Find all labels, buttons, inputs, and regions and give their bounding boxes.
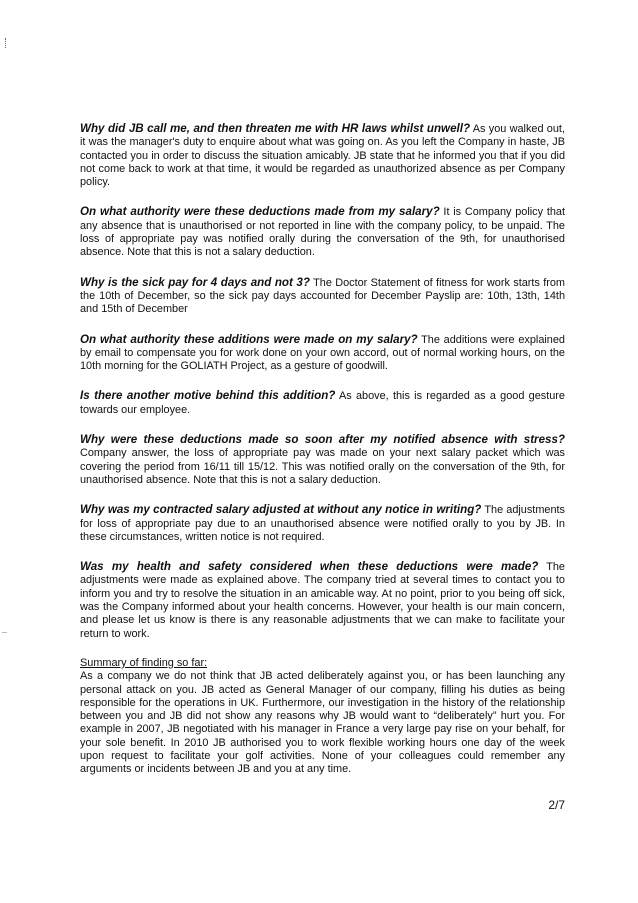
question-heading: Why is the sick pay for 4 days and not 3? (80, 275, 310, 289)
question-heading: Why were these deductions made so soon after my notified absence with stress? (80, 433, 565, 447)
answer-text: As you walked out, it was the manager's duty to enquire about what was going on. As you left the Company in haste, JB contacted you in order to discuss the situation amicably. JB state that he informed you that if you did not come back to work at that time, it would be regarded as unauthorized absence as per Company policy. (80, 123, 565, 189)
paragraph-sick-pay (80, 276, 565, 317)
question-heading: Why was my contracted salary adjusted at without any notice in writing? (80, 503, 482, 517)
answer-text: It is Company policy that any absence that is unauthorised or not reported in line with the company policy, to be unpaid. The loss of appropriate pay was notified orally during the conversation of the 9th, for unauthorised absence. Note that this is not a salary deduction. (80, 206, 565, 259)
page-number: 2/7 (548, 798, 565, 812)
scan-mark (2, 632, 7, 633)
question-heading: Why did JB call me, and then threaten me with HR laws whilst unwell? (80, 122, 471, 135)
paragraph-additions-authority (80, 333, 565, 374)
document-body (80, 122, 565, 793)
paragraph-summary (80, 657, 565, 777)
answer-text: The additions were explained by email to compensate you for work done on your own accord, out of normal working hours, on the 10th morning for the GOLIATH Project, as a gesture of goodwill. (80, 333, 565, 373)
answer-text: As above, this is regarded as a good gesture towards our employee. (80, 390, 565, 416)
question-heading: On what authority these additions were made on my salary? (80, 332, 418, 346)
question-heading: Was my health and safety considered when these deductions were made? (80, 560, 539, 574)
question-heading: On what authority were these deductions made from my salary? (80, 205, 440, 219)
answer-text: The adjustments were made as explained above. The company tried at several times to contact you to inform you and try to resolve the situation in an amicable way. At no point, prior to you being off sick, was the Company informed about your health concerns. However, your health is our main concern, and please let us know is there is any reasonable adjustments that we can make to facilitate your return to work. (80, 561, 565, 640)
paragraph-deductions-timing (80, 433, 565, 487)
paragraph-another-motive (80, 389, 565, 417)
question-heading: Is there another motive behind this addition? (80, 389, 336, 403)
summary-text: As a company we do not think that JB acted deliberately against you, or has been launching any personal attack on you. JB acted as General Manager of our company, filling his duties as being responsible for the operations in UK. Furthermore, our investigation in the history of the relationship between you and JB did not show any reasons why JB would want to “deliberately” hurt you. For example in 2007, JB negotiated with his manager in France a very large pay rise on your behalf, for your sole benefit. In 2010 JB authorised you to work flexible working hours one day of the week upon request to facilitate your golf activities. None of your colleagues could remember any arguments or incidents between JB and you at any time. (80, 670, 565, 776)
answer-text: Company answer, the loss of appropriate pay was made on your next salary packet which was covering the period from 16/11 till 15/12. This was notified orally on the conversation of the 9th, for unauthorised absence. Note that this is not a salary deduction. (80, 447, 565, 486)
paragraph-health-safety (80, 560, 565, 641)
scan-mark (5, 38, 7, 48)
paragraph-deductions-authority (80, 205, 565, 259)
answer-text: The adjustments for loss of appropriate pay due to an unauthorised absence were notified orally to you by JB. In these circumstances, written notice is not required. (80, 504, 565, 543)
paragraph-salary-adjusted (80, 503, 565, 544)
answer-text: The Doctor Statement of fitness for work starts from the 10th of December, so the sick pay days accounted for December Payslip are: 10th, 13th, 14th and 15th of December (80, 276, 565, 316)
paragraph-call-threat (80, 122, 565, 189)
summary-title: Summary of finding so far: (80, 656, 208, 669)
